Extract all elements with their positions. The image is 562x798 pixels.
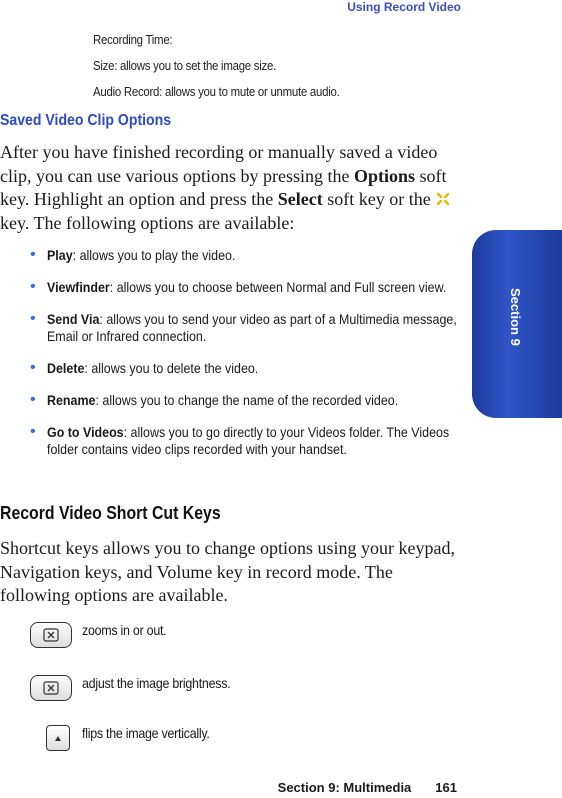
list-item: • Delete: allows you to delete the video. bbox=[30, 359, 259, 376]
page-number: 161 bbox=[435, 780, 457, 795]
options-softkey-label: Options bbox=[353, 165, 415, 186]
shortcut-paragraph: Shortcut keys allows you to change options using your keypad, Navigation keys, and Volume key in record mode. The following options are available. bbox=[0, 538, 455, 605]
shortcut-description: zooms in or out. bbox=[82, 622, 167, 638]
bullet-icon: • bbox=[30, 391, 36, 408]
volume-key-icon bbox=[30, 622, 72, 648]
up-key-icon bbox=[46, 725, 70, 751]
section-heading: Saved Video Clip Options bbox=[0, 112, 172, 129]
page-header-title: Using Record Video bbox=[347, 0, 461, 14]
bullet-icon: • bbox=[30, 310, 36, 327]
section-tab bbox=[472, 230, 562, 418]
bullet-icon: • bbox=[30, 278, 36, 295]
list-item: • Send Via: allows you to send your video as part of a Multimedia message, Email or Infrared connection. bbox=[30, 310, 457, 344]
list-item: • Viewfinder: allows you to choose between Normal and Full screen view. bbox=[30, 278, 447, 295]
options-bullet-list bbox=[30, 247, 470, 473]
list-item: Size: allows you to set the image size. bbox=[93, 58, 277, 73]
page-footer bbox=[278, 780, 457, 795]
bullet-icon: • bbox=[30, 246, 36, 263]
list-item: • Go to Videos: allows you to go directly to your Videos folder. The Videos folder contains video clips recorded with your handset. bbox=[30, 423, 450, 457]
list-item: Audio Record: allows you to mute or unmute audio. bbox=[93, 84, 340, 99]
shortcut-description: adjust the image brightness. bbox=[82, 675, 231, 691]
list-item: • Play: allows you to play the video. bbox=[30, 246, 236, 263]
navigation-key-icon bbox=[30, 675, 72, 701]
section-tab-label: Section 9 bbox=[508, 288, 523, 346]
shortcut-description: flips the image vertically. bbox=[82, 725, 210, 741]
bullet-icon: • bbox=[30, 359, 36, 376]
section-heading: Record Video Short Cut Keys bbox=[0, 503, 221, 523]
intro-paragraph: After you have finished recording or manually saved a video clip, you can use various options by pressing the Options soft key. Highlight an option and press the Select soft key or the key. The following options are available: bbox=[0, 141, 460, 235]
select-softkey-label: Select bbox=[277, 189, 323, 209]
recording-options-list bbox=[93, 32, 373, 110]
list-item: • Rename: allows you to change the name of the recorded video. bbox=[30, 391, 399, 408]
list-item: Recording Time: bbox=[93, 32, 173, 47]
footer-section: Section 9: Multimedia bbox=[277, 780, 412, 795]
bullet-icon: • bbox=[30, 423, 36, 440]
ok-key-icon bbox=[435, 189, 451, 209]
